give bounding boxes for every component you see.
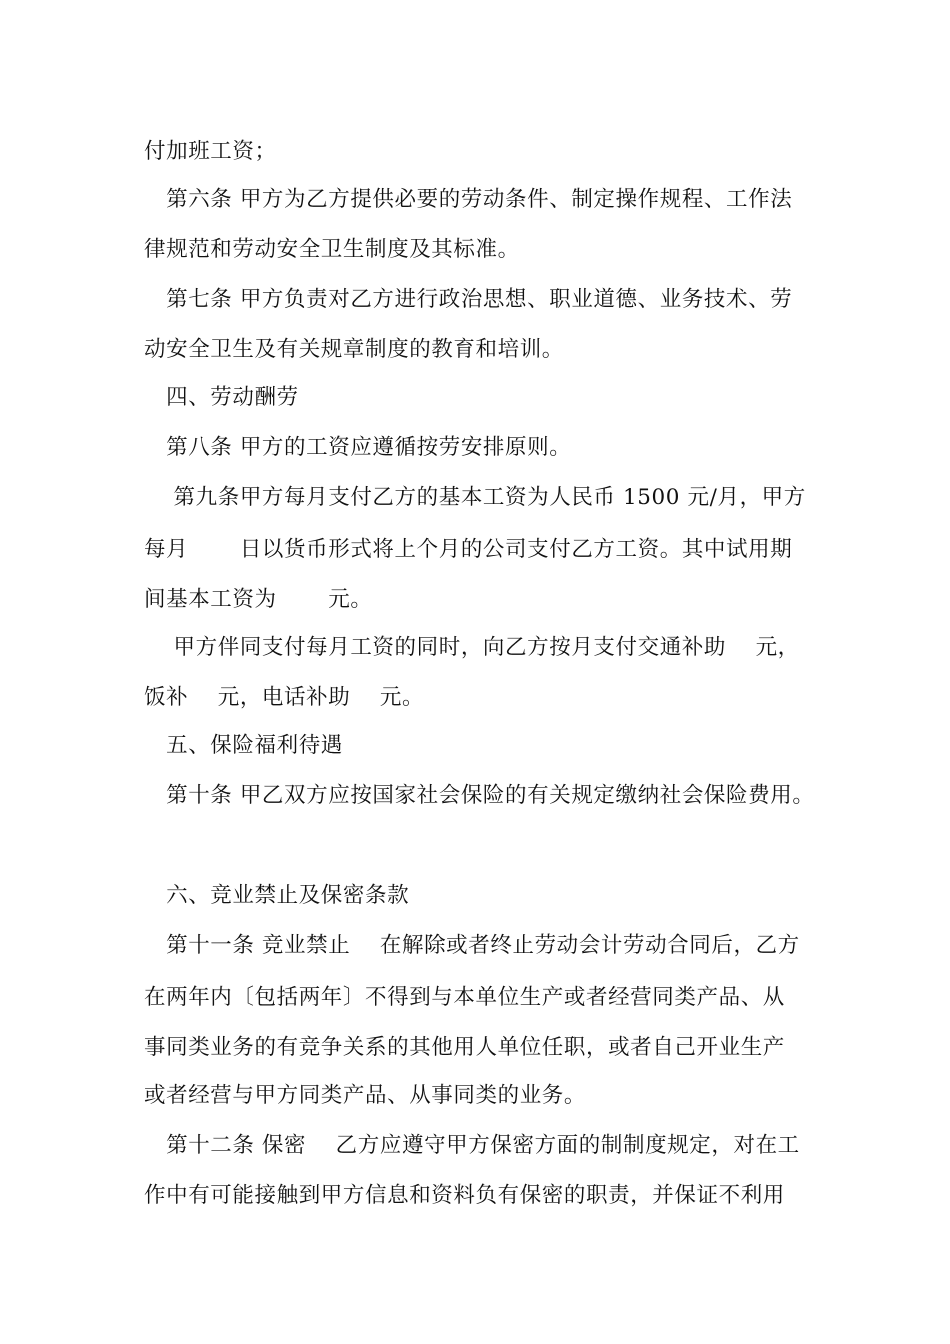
text-line: 第十条 甲乙双方应按国家社会保险的有关规定缴纳社会保险费用。 — [144, 783, 815, 808]
text-line: 每月 日以货币形式将上个月的公司支付乙方工资。其中试用期 — [144, 537, 793, 562]
text-line: 第十一条 竞业禁止 在解除或者终止劳动会计劳动合同后，乙方 — [144, 933, 800, 958]
section-heading: 五、保险福利待遇 — [144, 733, 343, 758]
section-heading: 四、劳动酬劳 — [144, 385, 299, 410]
text-line: 作中有可能接触到甲方信息和资料负有保密的职责，并保证不利用 — [144, 1183, 785, 1208]
text-line: 第十二条 保密 乙方应遵守甲方保密方面的制制度规定，对在工 — [144, 1133, 800, 1158]
text-line: 付加班工资； — [144, 139, 277, 164]
text-line: 在两年内〔包括两年〕不得到与本单位生产或者经营同类产品、从 — [144, 985, 785, 1010]
text-line: 第七条 甲方负责对乙方进行政治思想、职业道德、业务技术、劳 — [144, 287, 793, 312]
text-line: 饭补 元，电话补助 元。 — [144, 685, 425, 710]
text-line: 事同类业务的有竞争关系的其他用人单位任职，或者自己开业生产 — [144, 1035, 785, 1060]
text-line: 甲方伴同支付每月工资的同时，向乙方按月支付交通补助 元， — [144, 635, 800, 660]
text-line: 第八条 甲方的工资应遵循按劳安排原则。 — [144, 435, 572, 460]
text-line: 或者经营与甲方同类产品、从事同类的业务。 — [144, 1083, 587, 1108]
text-line: 第六条 甲方为乙方提供必要的劳动条件、制定操作规程、工作法 — [144, 187, 793, 212]
text-line: 动安全卫生及有关规章制度的教育和培训。 — [144, 337, 564, 362]
text-line: 第九条甲方每月支付乙方的基本工资为人民币 1500 元/月，甲方 — [144, 485, 806, 510]
text-line: 间基本工资为 元。 — [144, 587, 373, 612]
text-line: 律规范和劳动安全卫生制度及其标准。 — [144, 237, 520, 262]
section-heading: 六、竞业禁止及保密条款 — [144, 883, 410, 908]
